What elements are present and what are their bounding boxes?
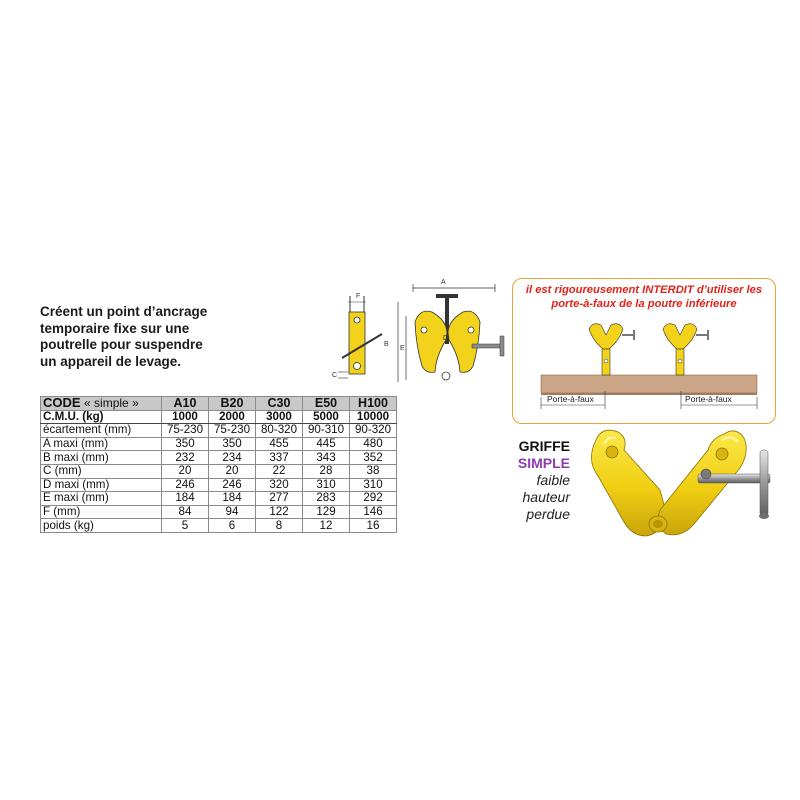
row-label: F (mm) (41, 505, 162, 519)
overhang-label-left: Porte-à-faux (547, 394, 594, 404)
table-cell: 480 (350, 437, 397, 451)
overhang-label-right: Porte-à-faux (685, 394, 732, 404)
table-cell: 80-320 (256, 424, 303, 438)
table-cell: 246 (209, 478, 256, 492)
table-cell: 16 (350, 519, 397, 533)
table-cell: 12 (303, 519, 350, 533)
table-cell: 122 (256, 505, 303, 519)
table-cell: 343 (303, 451, 350, 465)
table-cell: 129 (303, 505, 350, 519)
cmu-cell: 1000 (162, 410, 209, 424)
intro-text (40, 304, 240, 370)
table-cell: 292 (350, 492, 397, 506)
table-cell: 6 (209, 519, 256, 533)
table-cell: 94 (209, 505, 256, 519)
table-cell: 445 (303, 437, 350, 451)
table-cell: 184 (162, 492, 209, 506)
table-cell: 232 (162, 451, 209, 465)
model-header: E50 (303, 397, 350, 411)
table-cell: 283 (303, 492, 350, 506)
code-label: CODE (43, 395, 81, 411)
warning-box (512, 278, 776, 424)
cmu-row (41, 410, 397, 424)
cmu-cell: 10000 (350, 410, 397, 424)
label-perdue: perdue (526, 506, 570, 522)
table-cell: 184 (209, 492, 256, 506)
model-header: H100 (350, 397, 397, 411)
dim-b-label: B (384, 341, 389, 348)
table-cell: 246 (162, 478, 209, 492)
warning-illustration (513, 279, 775, 423)
dim-d-label: D (443, 335, 449, 342)
table-cell: 8 (256, 519, 303, 533)
product-label (500, 438, 570, 523)
table-cell: 146 (350, 505, 397, 519)
intro-line: temporaire fixe sur une (40, 320, 190, 336)
cmu-cell: 5000 (303, 410, 350, 424)
table-row (41, 492, 397, 506)
table-cell: 277 (256, 492, 303, 506)
row-label: D maxi (mm) (41, 478, 162, 492)
model-header: B20 (209, 397, 256, 411)
table-cell: 455 (256, 437, 303, 451)
table-cell: 337 (256, 451, 303, 465)
front-view (398, 284, 504, 382)
table-cell: 352 (350, 451, 397, 465)
table-cell: 28 (303, 464, 350, 478)
table-row (41, 478, 397, 492)
spindle-handle (760, 450, 768, 516)
technical-drawing (320, 276, 520, 388)
row-label: E maxi (mm) (41, 492, 162, 506)
row-label: C.M.U. (kg) (41, 410, 162, 424)
table-row (41, 451, 397, 465)
clamp-right (663, 324, 709, 375)
dim-a-label: A (441, 279, 446, 286)
table-cell: 90-320 (350, 424, 397, 438)
table-cell: 5 (162, 519, 209, 533)
beam (541, 375, 757, 393)
table-cell: 350 (162, 437, 209, 451)
table-row (41, 519, 397, 533)
label-griffe: GRIFFE (518, 438, 570, 454)
model-header: C30 (256, 397, 303, 411)
spec-table (40, 396, 397, 533)
dim-e-label: E (400, 345, 405, 352)
intro-line: Créent un point d’ancrage (40, 304, 208, 319)
label-simple: SIMPLE (517, 455, 570, 471)
table-cell: 20 (162, 464, 209, 478)
warning-line: porte-à-faux de la poutre inférieure (551, 298, 737, 310)
table-cell: 84 (162, 505, 209, 519)
table-cell: 310 (303, 478, 350, 492)
table-cell: 350 (209, 437, 256, 451)
row-label: C (mm) (41, 464, 162, 478)
label-hauteur: hauteur (522, 489, 570, 505)
table-cell: 234 (209, 451, 256, 465)
dim-f-label: F (356, 293, 361, 300)
code-header (41, 397, 162, 411)
label-faible: faible (536, 472, 570, 488)
model-header: A10 (162, 397, 209, 411)
table-cell: 320 (256, 478, 303, 492)
table-row (41, 505, 397, 519)
cmu-cell: 3000 (256, 410, 303, 424)
table-row (41, 424, 397, 438)
table-cell: 22 (256, 464, 303, 478)
table-cell: 20 (209, 464, 256, 478)
row-label: A maxi (mm) (41, 437, 162, 451)
intro-line: poutrelle pour suspendre (40, 337, 203, 352)
table-cell: 38 (350, 464, 397, 478)
table-cell: 90-310 (303, 424, 350, 438)
beam-clamp-photo (572, 424, 784, 544)
side-view (338, 296, 382, 378)
row-label: écartement (mm) (41, 424, 162, 438)
table-row (41, 464, 397, 478)
row-label: B maxi (mm) (41, 451, 162, 465)
code-suffix: « simple » (84, 396, 139, 411)
cmu-cell: 2000 (209, 410, 256, 424)
table-cell: 75-230 (162, 424, 209, 438)
table-cell: 310 (350, 478, 397, 492)
table-cell: 75-230 (209, 424, 256, 438)
row-label: poids (kg) (41, 519, 162, 533)
header-row (41, 397, 397, 411)
dim-c-label: C (332, 372, 338, 379)
intro-line: un appareil de levage. (40, 353, 182, 369)
warning-line: il est rigoureusement INTERDIT d’utiliser les (525, 284, 763, 296)
table-row (41, 437, 397, 451)
clamp-left (589, 324, 635, 375)
